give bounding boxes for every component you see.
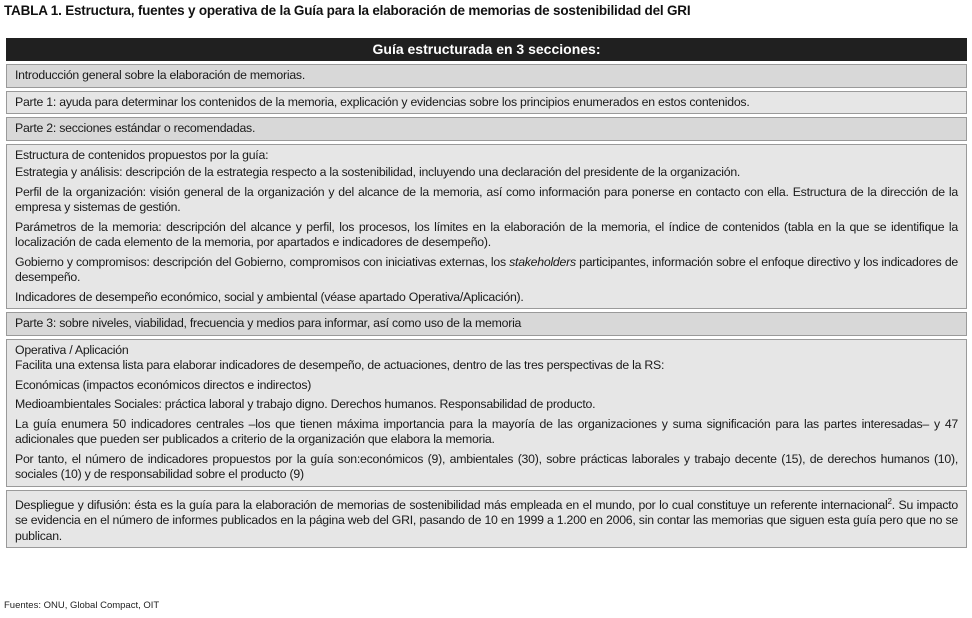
row-intro <box>6 64 967 88</box>
gobierno-pre: Gobierno y compromisos: descripción del Gobierno, compromisos con iniciativas externas, los <box>15 254 510 269</box>
footnote-ref: 2 <box>887 496 892 506</box>
row-parte1 <box>6 91 967 115</box>
indicadores-text: Indicadores de desempeño económico, social y ambiental (véase apartado Operativa/Aplicación). <box>15 289 524 304</box>
despliegue-pre: Despliegue y difusión: ésta es la guía para la elaboración de memorias de sostenibilidad más empleada en el mundo, por lo cual constituye un referente internacional <box>15 497 888 512</box>
parametros-text: Parámetros de la memoria: descripción del alcance y perfil, los procesos, los límites en la elaboración de la memoria, el índice de contenidos (tabla en la que se identifique la localización de cada elemento de la memoria, por apartados e indicadores de desempeño). <box>15 219 958 249</box>
source-note: Fuentes: ONU, Global Compact, OIT <box>4 600 160 611</box>
operativa-heading: Operativa / Aplicación <box>15 342 129 357</box>
table-header: Guía estructurada en 3 secciones: <box>6 38 967 61</box>
parte3-text: Parte 3: sobre niveles, viabilidad, frecuencia y medios para informar, así como uso de la memoria <box>15 316 522 330</box>
estructura-heading: Estructura de contenidos propuestos por la guía: <box>15 147 269 162</box>
facilita-text: Facilita una extensa lista para elaborar indicadores de desempeño, de actuaciones, dentro de las tres perspectivas de la RS: <box>15 358 665 372</box>
intro-text: Introducción general sobre la elaboración de memorias. <box>15 68 305 82</box>
row-parte2 <box>6 117 967 141</box>
row-estructura <box>6 144 967 310</box>
table-title: TABLA 1. Estructura, fuentes y operativa de la Guía para la elaboración de memorias de sostenibilidad del GRI <box>4 3 691 18</box>
gobierno-post: participantes, información sobre el enfoque directivo y los indicadores de desempeño. <box>15 254 958 284</box>
parte2-text: Parte 2: secciones estándar o recomendadas. <box>15 121 256 135</box>
row-parte3 <box>6 312 967 336</box>
estrategia-text: Estrategia y análisis: descripción de la estrategia respecto a la sostenibilidad, incluyendo una declaración del presidente de la organización. <box>15 165 741 179</box>
despliegue-post: . Su impacto se evidencia en el número de informes publicados en la página web del GRI, pasando de 10 en 1999 a 1.200 en 2006, sin contar las memorias que siguen esta guía pero que no se publican. <box>15 497 958 543</box>
medioambientales-text: Medioambientales Sociales: práctica laboral y trabajo digno. Derechos humanos. Responsabilidad de producto. <box>15 397 596 411</box>
economicas-text: Económicas (impactos económicos directos e indirectos) <box>15 377 312 392</box>
perfil-text: Perfil de la organización: visión general de la organización y del alcance de la memoria, así como información para ponerse en contacto con ella. Estructura de la dirección de la empresa y sistemas de gestión. <box>15 184 958 214</box>
portanto-text: Por tanto, el número de indicadores propuestos por la guía son:económicos (9), ambientales (30), sobre prácticas laborales y trabajo decente (15), de derechos humanos (10), sociales (10) y de responsabilidad sobre el producto (9) <box>15 451 958 481</box>
row-operativa <box>6 339 967 487</box>
parte1-text: Parte 1: ayuda para determinar los contenidos de la memoria, explicación y evidencias sobre los principios enumerados en estos contenidos. <box>15 94 750 109</box>
gri-table <box>6 38 967 551</box>
enumera-text: La guía enumera 50 indicadores centrales –los que tienen máxima importancia para la mayoría de las organizaciones y suma significación para las partes interesadas– y 47 adicionales que pueden ser publicados a criterio de la organización que elabora la memoria. <box>15 416 958 446</box>
gobierno-em: stakeholders <box>509 254 576 269</box>
gobierno-text <box>15 255 958 286</box>
row-despliegue <box>6 490 967 549</box>
despliegue-text <box>15 494 958 545</box>
